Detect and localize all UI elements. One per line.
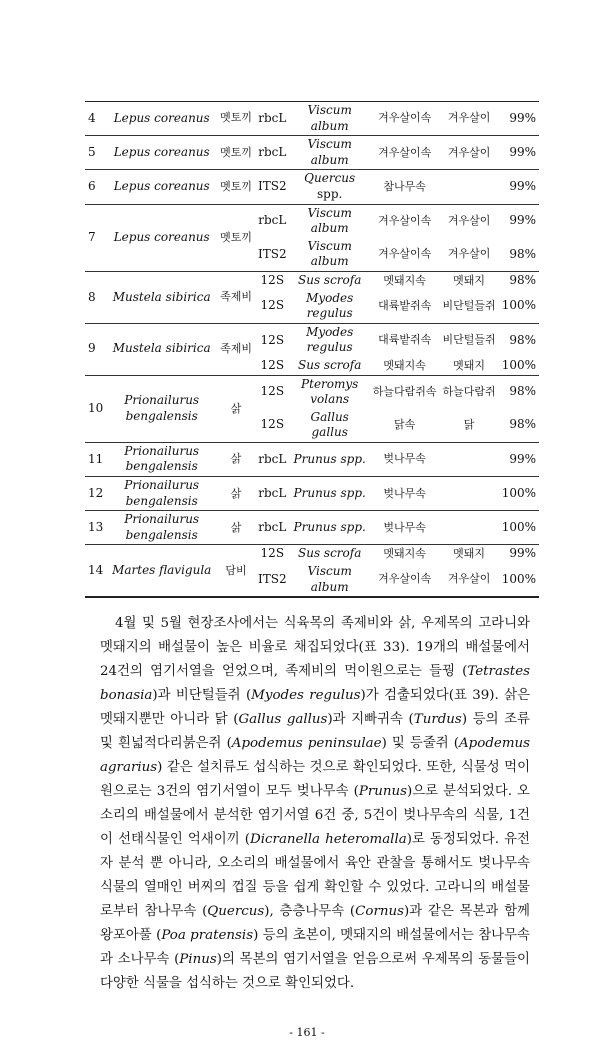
identity-percent: 98% xyxy=(499,375,539,409)
scientific-name: Myodes regulus xyxy=(251,688,361,704)
scientific-name: Apodemus agrarius xyxy=(100,736,531,776)
body-paragraph xyxy=(100,612,530,996)
prey-species xyxy=(290,170,370,204)
identity-percent: 98% xyxy=(509,417,536,432)
prey-genus-korean: 하늘다람쥐속 xyxy=(370,375,440,409)
marker-gene: ITS2 xyxy=(258,246,287,261)
prey-genus-korean: 벚나무속 xyxy=(370,477,440,511)
identity-percent: 99% xyxy=(499,204,539,238)
table-row xyxy=(85,477,539,511)
paragraph-text: )으로 분석되었다. 오소리의 배설물에서 분석한 염기서열 6건 중, 5건이 벚나무속의 식물, 1건이 선태식물인 억새이끼 ( xyxy=(100,784,530,848)
marker-gene: ITS2 xyxy=(255,563,290,597)
prey-genus-korean: 겨우살이속 xyxy=(378,247,432,261)
prey-species: Viscum album xyxy=(307,238,352,269)
prey-common-name: 겨우살이 xyxy=(440,102,499,136)
prey-species: Pteromys volans xyxy=(290,375,370,409)
marker-gene: rbcL xyxy=(255,204,290,238)
table-row xyxy=(85,204,539,238)
table-row xyxy=(85,442,539,476)
table-row xyxy=(85,511,539,545)
prey-common-name: 멧돼지 xyxy=(453,358,486,372)
prey-common-name xyxy=(440,477,499,511)
paragraph-text: )과 같은 목본과 함께 왕포아풀 ( xyxy=(100,904,530,944)
prey-common-name: 비단털들쥐 xyxy=(442,298,496,312)
marker-gene: 12S xyxy=(260,357,285,372)
sample-number: 10 xyxy=(85,375,106,442)
prey-genus-korean: 닭속 xyxy=(394,418,416,432)
prey-genus-korean: 겨우살이속 xyxy=(370,204,440,238)
sample-number: 9 xyxy=(85,323,106,375)
prey-species: Sus scrofa xyxy=(290,271,370,289)
prey-common-name: 하늘다람쥐 xyxy=(440,375,499,409)
prey-species: Viscum album xyxy=(290,136,370,170)
prey-genus-korean: 겨우살이속 xyxy=(370,563,440,597)
prey-species: Prunus spp. xyxy=(290,442,370,476)
predator-korean-name: 멧토끼 xyxy=(217,136,255,170)
predator-korean-name: 멧토끼 xyxy=(217,102,255,136)
marker-gene: ITS2 xyxy=(255,170,290,204)
marker-gene: 12S xyxy=(255,323,290,357)
table-row xyxy=(85,545,539,563)
table-row xyxy=(85,375,539,409)
predator-species: Prionailurus bengalensis xyxy=(106,511,217,545)
identity-percent: 98% xyxy=(499,323,539,357)
prey-common-name xyxy=(440,511,499,545)
prey-species: Prunus spp. xyxy=(290,511,370,545)
sample-number: 11 xyxy=(85,442,106,476)
paragraph-text: )과 지빠귀속 ( xyxy=(327,712,414,728)
sample-number: 13 xyxy=(85,511,106,545)
predator-korean-name: 멧토끼 xyxy=(217,170,255,204)
paragraph-text: ) 등의 조류 및 흰넓적다리붉은쥐 ( xyxy=(100,712,530,752)
identity-percent: 99% xyxy=(499,545,539,563)
sample-number: 6 xyxy=(85,170,106,204)
prey-common-name: 겨우살이 xyxy=(447,247,491,261)
predator-korean-name: 멧토끼 xyxy=(217,204,255,271)
sample-number: 4 xyxy=(85,102,106,136)
paragraph-text: ) 및 등줄쥐 ( xyxy=(381,736,460,752)
prey-genus-name: Quercus xyxy=(304,171,356,186)
prey-species: Viscum album xyxy=(290,204,370,238)
table-row xyxy=(85,102,539,136)
identity-percent: 100% xyxy=(499,477,539,511)
predator-korean-name: 삵 xyxy=(217,511,255,545)
prey-genus-korean: 참나무속 xyxy=(370,170,440,204)
marker-gene: 12S xyxy=(260,417,285,432)
paragraph-text: ) 같은 설치류도 섭식하는 것으로 확인되었다. 또한, 식물성 먹이원으로는 3건의 염기서열이 모두 벚나무속 ( xyxy=(100,760,530,800)
paragraph-text: 4월 및 5월 현장조사에서는 식육목의 족제비와 삵, 우제목의 고라니와 멧돼지의 배설물이 높은 비율로 채집되었다(표 33). 19개의 배설물에서 24건의 염기서열을 얻었으며, 족제비의 먹이원으로는 들꿩 ( xyxy=(100,616,530,680)
scientific-name: Apodemus peninsulae xyxy=(231,736,382,752)
identity-percent: 100% xyxy=(501,298,536,313)
prey-species: Myodes regulus xyxy=(290,323,370,357)
prey-common-name: 닭 xyxy=(463,418,475,432)
predator-species: Prionailurus bengalensis xyxy=(106,442,217,476)
identity-percent: 99% xyxy=(499,102,539,136)
predator-species: Mustela sibirica xyxy=(106,323,217,375)
sample-number: 8 xyxy=(85,271,106,323)
predator-species: Lepus coreanus xyxy=(106,136,217,170)
scientific-name: Cornus xyxy=(355,904,404,920)
marker-gene: 12S xyxy=(255,375,290,409)
marker-gene: rbcL xyxy=(255,477,290,511)
scientific-name: Poa pratensis xyxy=(161,928,254,944)
marker-gene: 12S xyxy=(260,298,285,313)
prey-common-name: 비단털들쥐 xyxy=(440,323,499,357)
predator-species: Martes flavigula xyxy=(106,545,217,597)
scientific-name: Prunus xyxy=(358,784,407,800)
scientific-name: Gallus gallus xyxy=(238,712,328,728)
prey-genus-korean: 대륙밭쥐속 xyxy=(370,323,440,357)
paragraph-text: ) 등의 초본이, 멧돼지의 배설물에서는 참나무속과 소나무속 ( xyxy=(100,928,530,968)
identity-percent: 98% xyxy=(499,271,539,289)
predator-species: Mustela sibirica xyxy=(106,271,217,323)
sample-number: 7 xyxy=(85,204,106,271)
predator-species: Lepus coreanus xyxy=(106,170,217,204)
table-row xyxy=(85,136,539,170)
marker-gene: rbcL xyxy=(255,511,290,545)
scientific-name: Turdus xyxy=(413,712,462,728)
prey-genus-korean: 겨우살이속 xyxy=(370,102,440,136)
identity-percent: 99% xyxy=(499,170,539,204)
sample-number: 14 xyxy=(85,545,106,597)
identity-percent: 100% xyxy=(501,357,536,372)
prey-species: Gallus gallus xyxy=(310,409,349,440)
table-row xyxy=(85,271,539,289)
prey-species: Sus scrofa xyxy=(298,357,362,372)
predator-korean-name: 삵 xyxy=(217,375,255,442)
predator-species: Lepus coreanus xyxy=(106,102,217,136)
prey-species: Sus scrofa xyxy=(290,545,370,563)
prey-genus-korean: 겨우살이속 xyxy=(370,136,440,170)
marker-gene: 12S xyxy=(255,271,290,289)
prey-genus-korean: 멧돼지속 xyxy=(370,271,440,289)
identity-percent: 99% xyxy=(499,442,539,476)
identity-percent: 98% xyxy=(509,246,536,261)
page-number: - 161 - xyxy=(289,1026,325,1040)
prey-species: Myodes regulus xyxy=(306,290,354,321)
prey-genus-korean: 멧돼지속 xyxy=(370,545,440,563)
prey-common-name xyxy=(440,170,499,204)
predator-species: Prionailurus bengalensis xyxy=(106,477,217,511)
table-row xyxy=(85,323,539,357)
prey-species: Viscum album xyxy=(290,102,370,136)
paragraph-text: )가 검출되었다(표 39). 삵은 멧돼지뿐만 아니라 닭 ( xyxy=(100,688,531,728)
identity-percent: 100% xyxy=(499,511,539,545)
predator-korean-name: 담비 xyxy=(217,545,255,597)
marker-gene: rbcL xyxy=(255,102,290,136)
prey-species: Viscum album xyxy=(290,563,370,597)
prey-common-name xyxy=(440,442,499,476)
marker-gene: rbcL xyxy=(255,442,290,476)
prey-common-name: 멧돼지 xyxy=(440,545,499,563)
sample-number: 12 xyxy=(85,477,106,511)
scientific-name: Pinus xyxy=(179,952,217,968)
scientific-name: Dicranella heteromalla xyxy=(250,832,407,848)
prey-genus-korean: 대륙밭쥐속 xyxy=(378,298,432,312)
paragraph-text: )로 동정되었다. 유전자 분석 뿐 아니라, 오소리의 배설물에서 육안 관찰을 통해서도 벚나무속 식물의 열매인 버찌의 껍질 등을 쉽게 확인할 수 있었다. 고라니의 배설물로부터 참나무속 ( xyxy=(100,832,530,920)
prey-genus-korean: 멧돼지속 xyxy=(383,358,426,372)
sample-number: 5 xyxy=(85,136,106,170)
scientific-name: Tetrastes bonasia xyxy=(100,664,530,704)
predator-species: Lepus coreanus xyxy=(106,204,217,271)
identity-percent: 100% xyxy=(499,563,539,597)
table-row xyxy=(85,170,539,204)
marker-gene: 12S xyxy=(255,545,290,563)
prey-genus-korean: 벚나무속 xyxy=(370,442,440,476)
prey-identification-table xyxy=(85,101,539,598)
prey-species: Prunus spp. xyxy=(290,477,370,511)
predator-korean-name: 삵 xyxy=(217,477,255,511)
predator-korean-name: 삵 xyxy=(217,442,255,476)
prey-common-name: 겨우살이 xyxy=(440,563,499,597)
prey-common-name: 겨우살이 xyxy=(440,136,499,170)
predator-korean-name: 족제비 xyxy=(217,323,255,375)
prey-common-name: 겨우살이 xyxy=(440,204,499,238)
prey-common-name: 멧돼지 xyxy=(440,271,499,289)
scientific-name: Quercus xyxy=(207,904,265,920)
prey-genus-korean: 벚나무속 xyxy=(370,511,440,545)
identity-percent: 99% xyxy=(499,136,539,170)
paragraph-text: )의 목본의 염기서열을 얻음으로써 우제목의 동물들이 다양한 식물을 섭식하는 것으로 확인되었다. xyxy=(100,952,530,992)
predator-species: Prionailurus bengalensis xyxy=(106,375,217,442)
paragraph-text: ), 층층나무속 ( xyxy=(264,904,356,920)
prey-suffix: spp. xyxy=(317,186,343,201)
paragraph-text: )과 비단털들쥐 ( xyxy=(152,688,252,704)
marker-gene: rbcL xyxy=(255,136,290,170)
predator-korean-name: 족제비 xyxy=(217,271,255,323)
